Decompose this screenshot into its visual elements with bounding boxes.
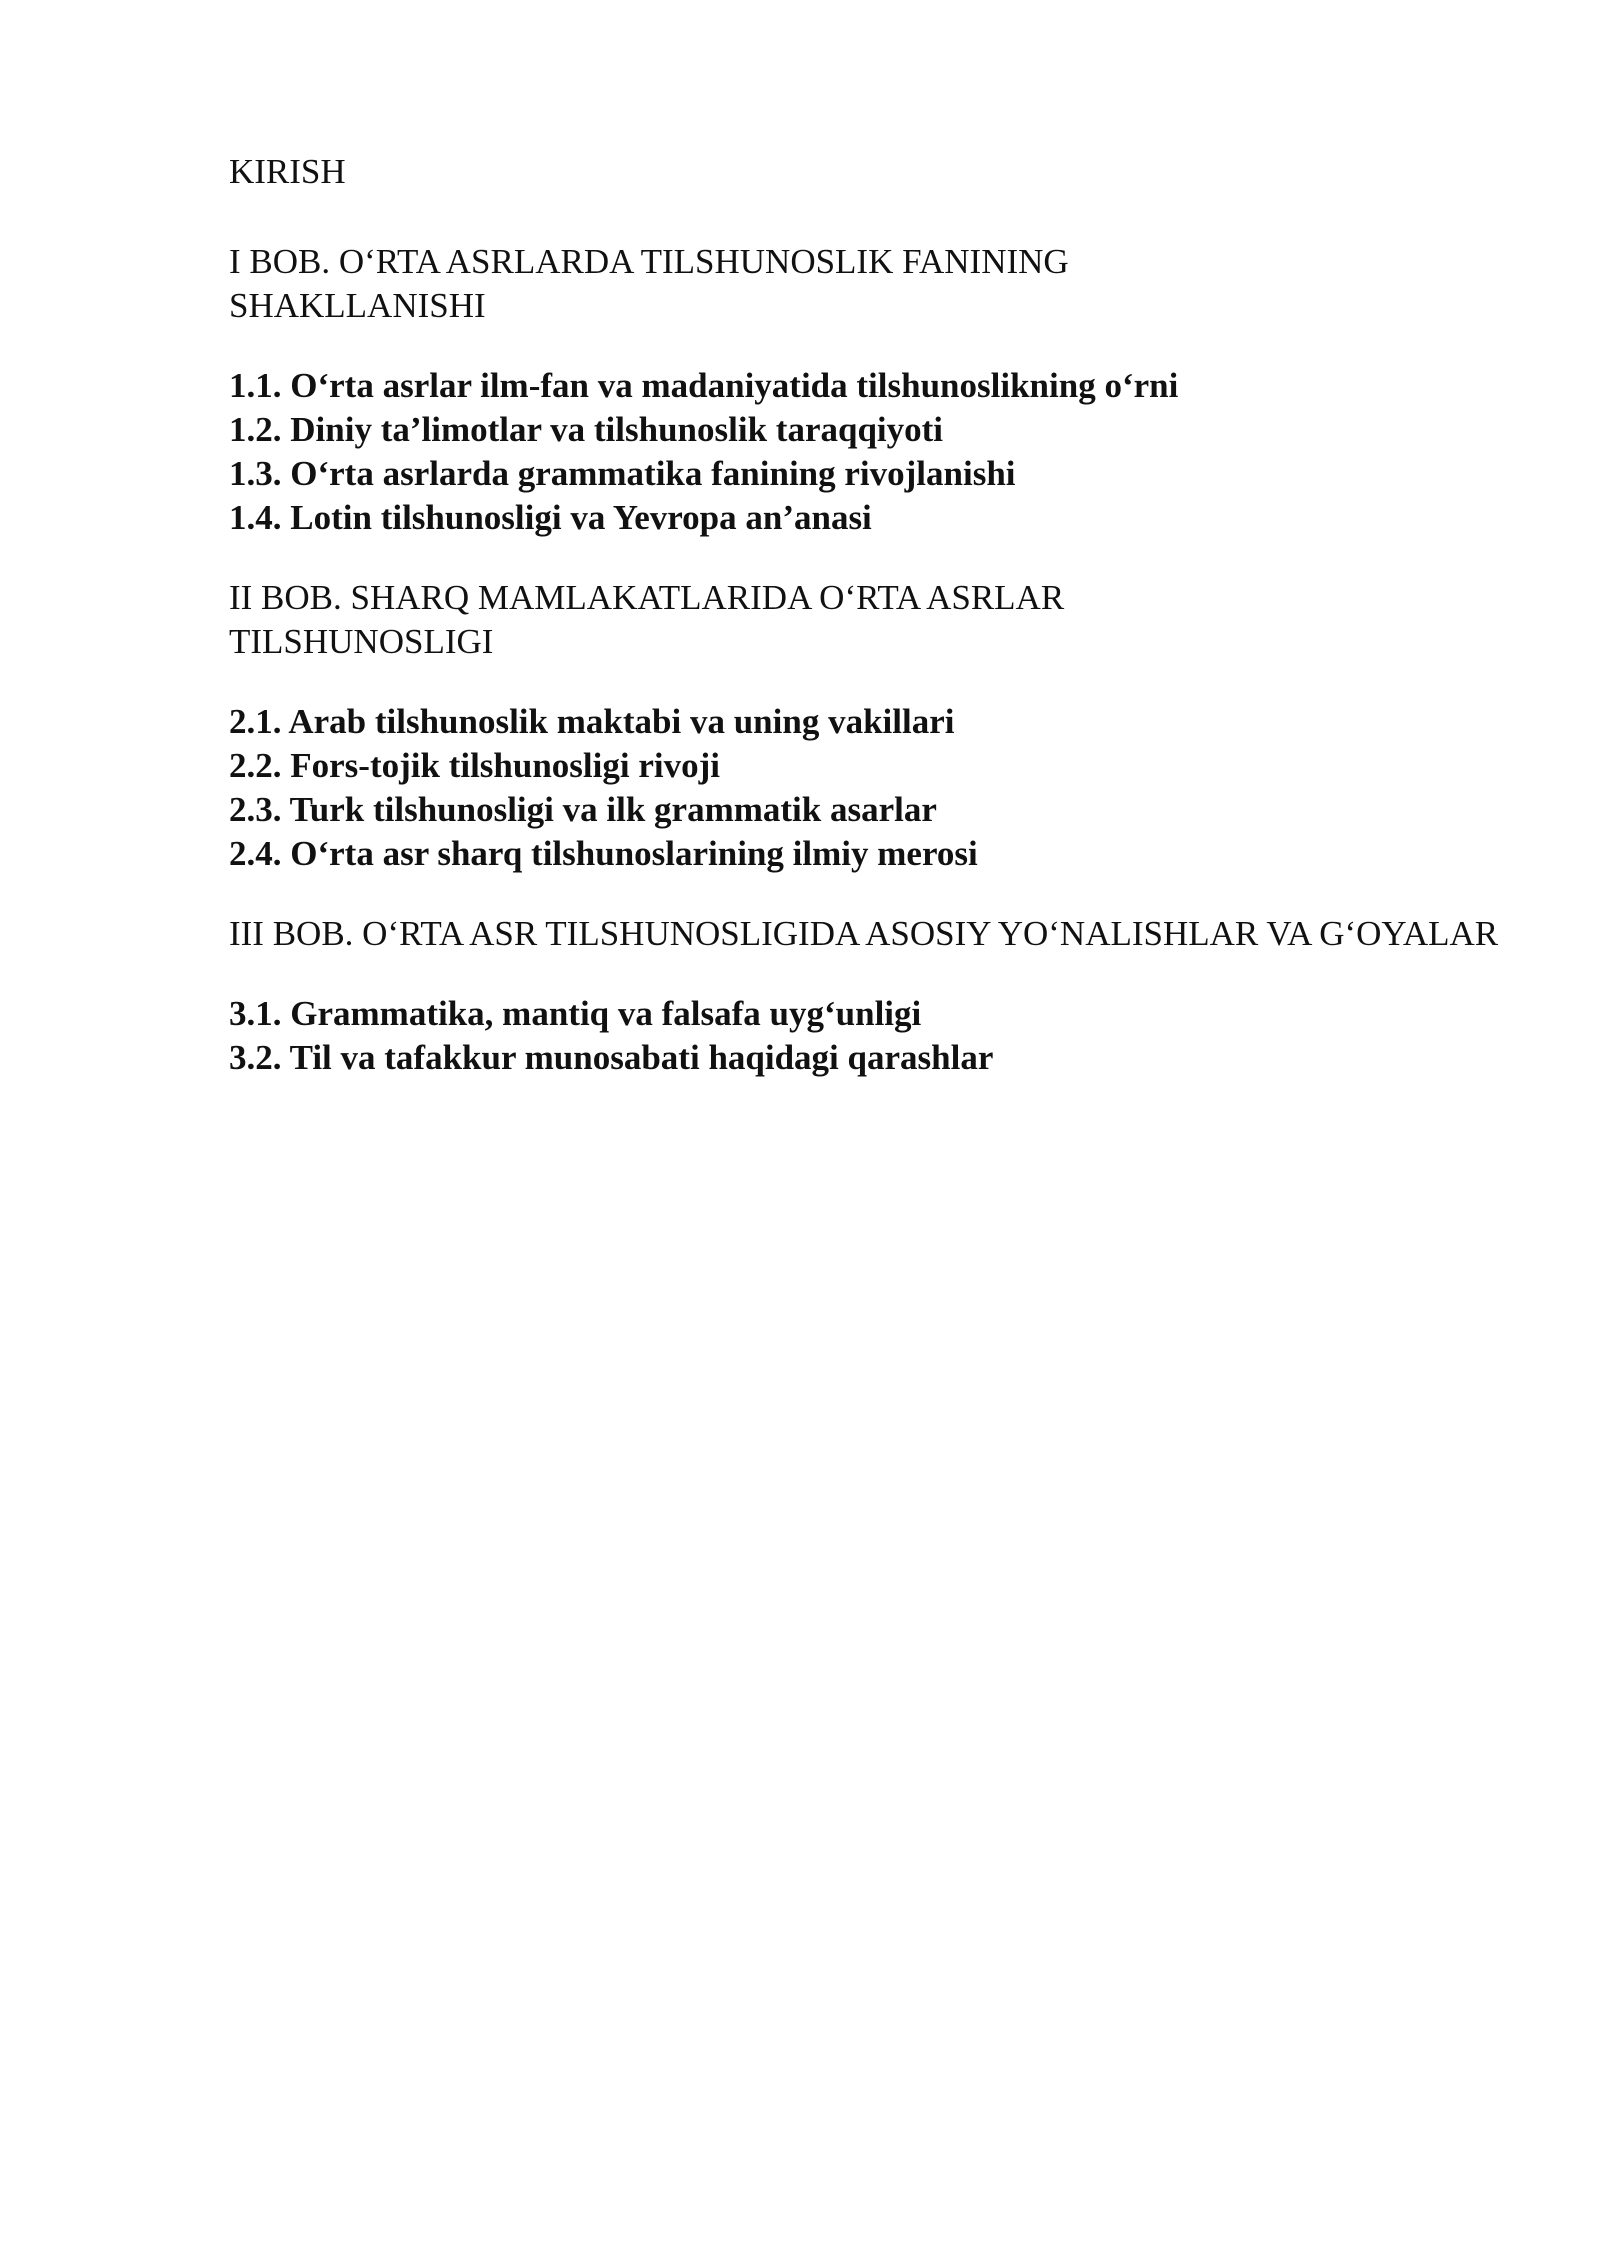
intro-heading: KIRISH [229, 152, 346, 191]
chapter-2-items [229, 700, 1529, 876]
toc-item-1-1: 1.1. O‘rta asrlar ilm-fan va madaniyatida tilshunoslikning o‘rni [229, 366, 1179, 405]
chapter-3-title: III BOB. O‘RTA ASR TILSHUNOSLIGIDA ASOSIY YO‘NALISHLAR VA G‘OYALAR [229, 914, 1499, 953]
chapter-3-items [229, 992, 1529, 1080]
toc-item-1-3: 1.3. O‘rta asrlarda grammatika fanining rivojlanishi [229, 454, 1016, 493]
chapter-1-title: I BOB. O‘RTA ASRLARDA TILSHUNOSLIK FANINING SHAKLLANISHI [229, 242, 1069, 325]
toc-item-2-4: 2.4. O‘rta asr sharq tilshunoslarining ilmiy merosi [229, 834, 978, 873]
toc-item-1-4: 1.4. Lotin tilshunosligi va Yevropa an’anasi [229, 498, 872, 537]
toc-item-1-2: 1.2. Diniy ta’limotlar va tilshunoslik taraqqiyoti [229, 410, 944, 449]
toc-item-2-2: 2.2. Fors-tojik tilshunosligi rivoji [229, 746, 720, 785]
toc-item-3-1: 3.1. Grammatika, mantiq va falsafa uyg‘unligi [229, 994, 922, 1033]
toc-item-3-2: 3.2. Til va tafakkur munosabati haqidagi qarashlar [229, 1038, 994, 1077]
chapter-1-items [229, 364, 1529, 540]
chapter-2-title: II BOB. SHARQ MAMLAKATLARIDA O‘RTA ASRLAR TILSHUNOSLIGI [229, 578, 1065, 661]
table-of-contents [229, 150, 1529, 1116]
toc-item-2-3: 2.3. Turk tilshunosligi va ilk grammatik asarlar [229, 790, 937, 829]
toc-item-2-1: 2.1. Arab tilshunoslik maktabi va uning vakillari [229, 702, 955, 741]
